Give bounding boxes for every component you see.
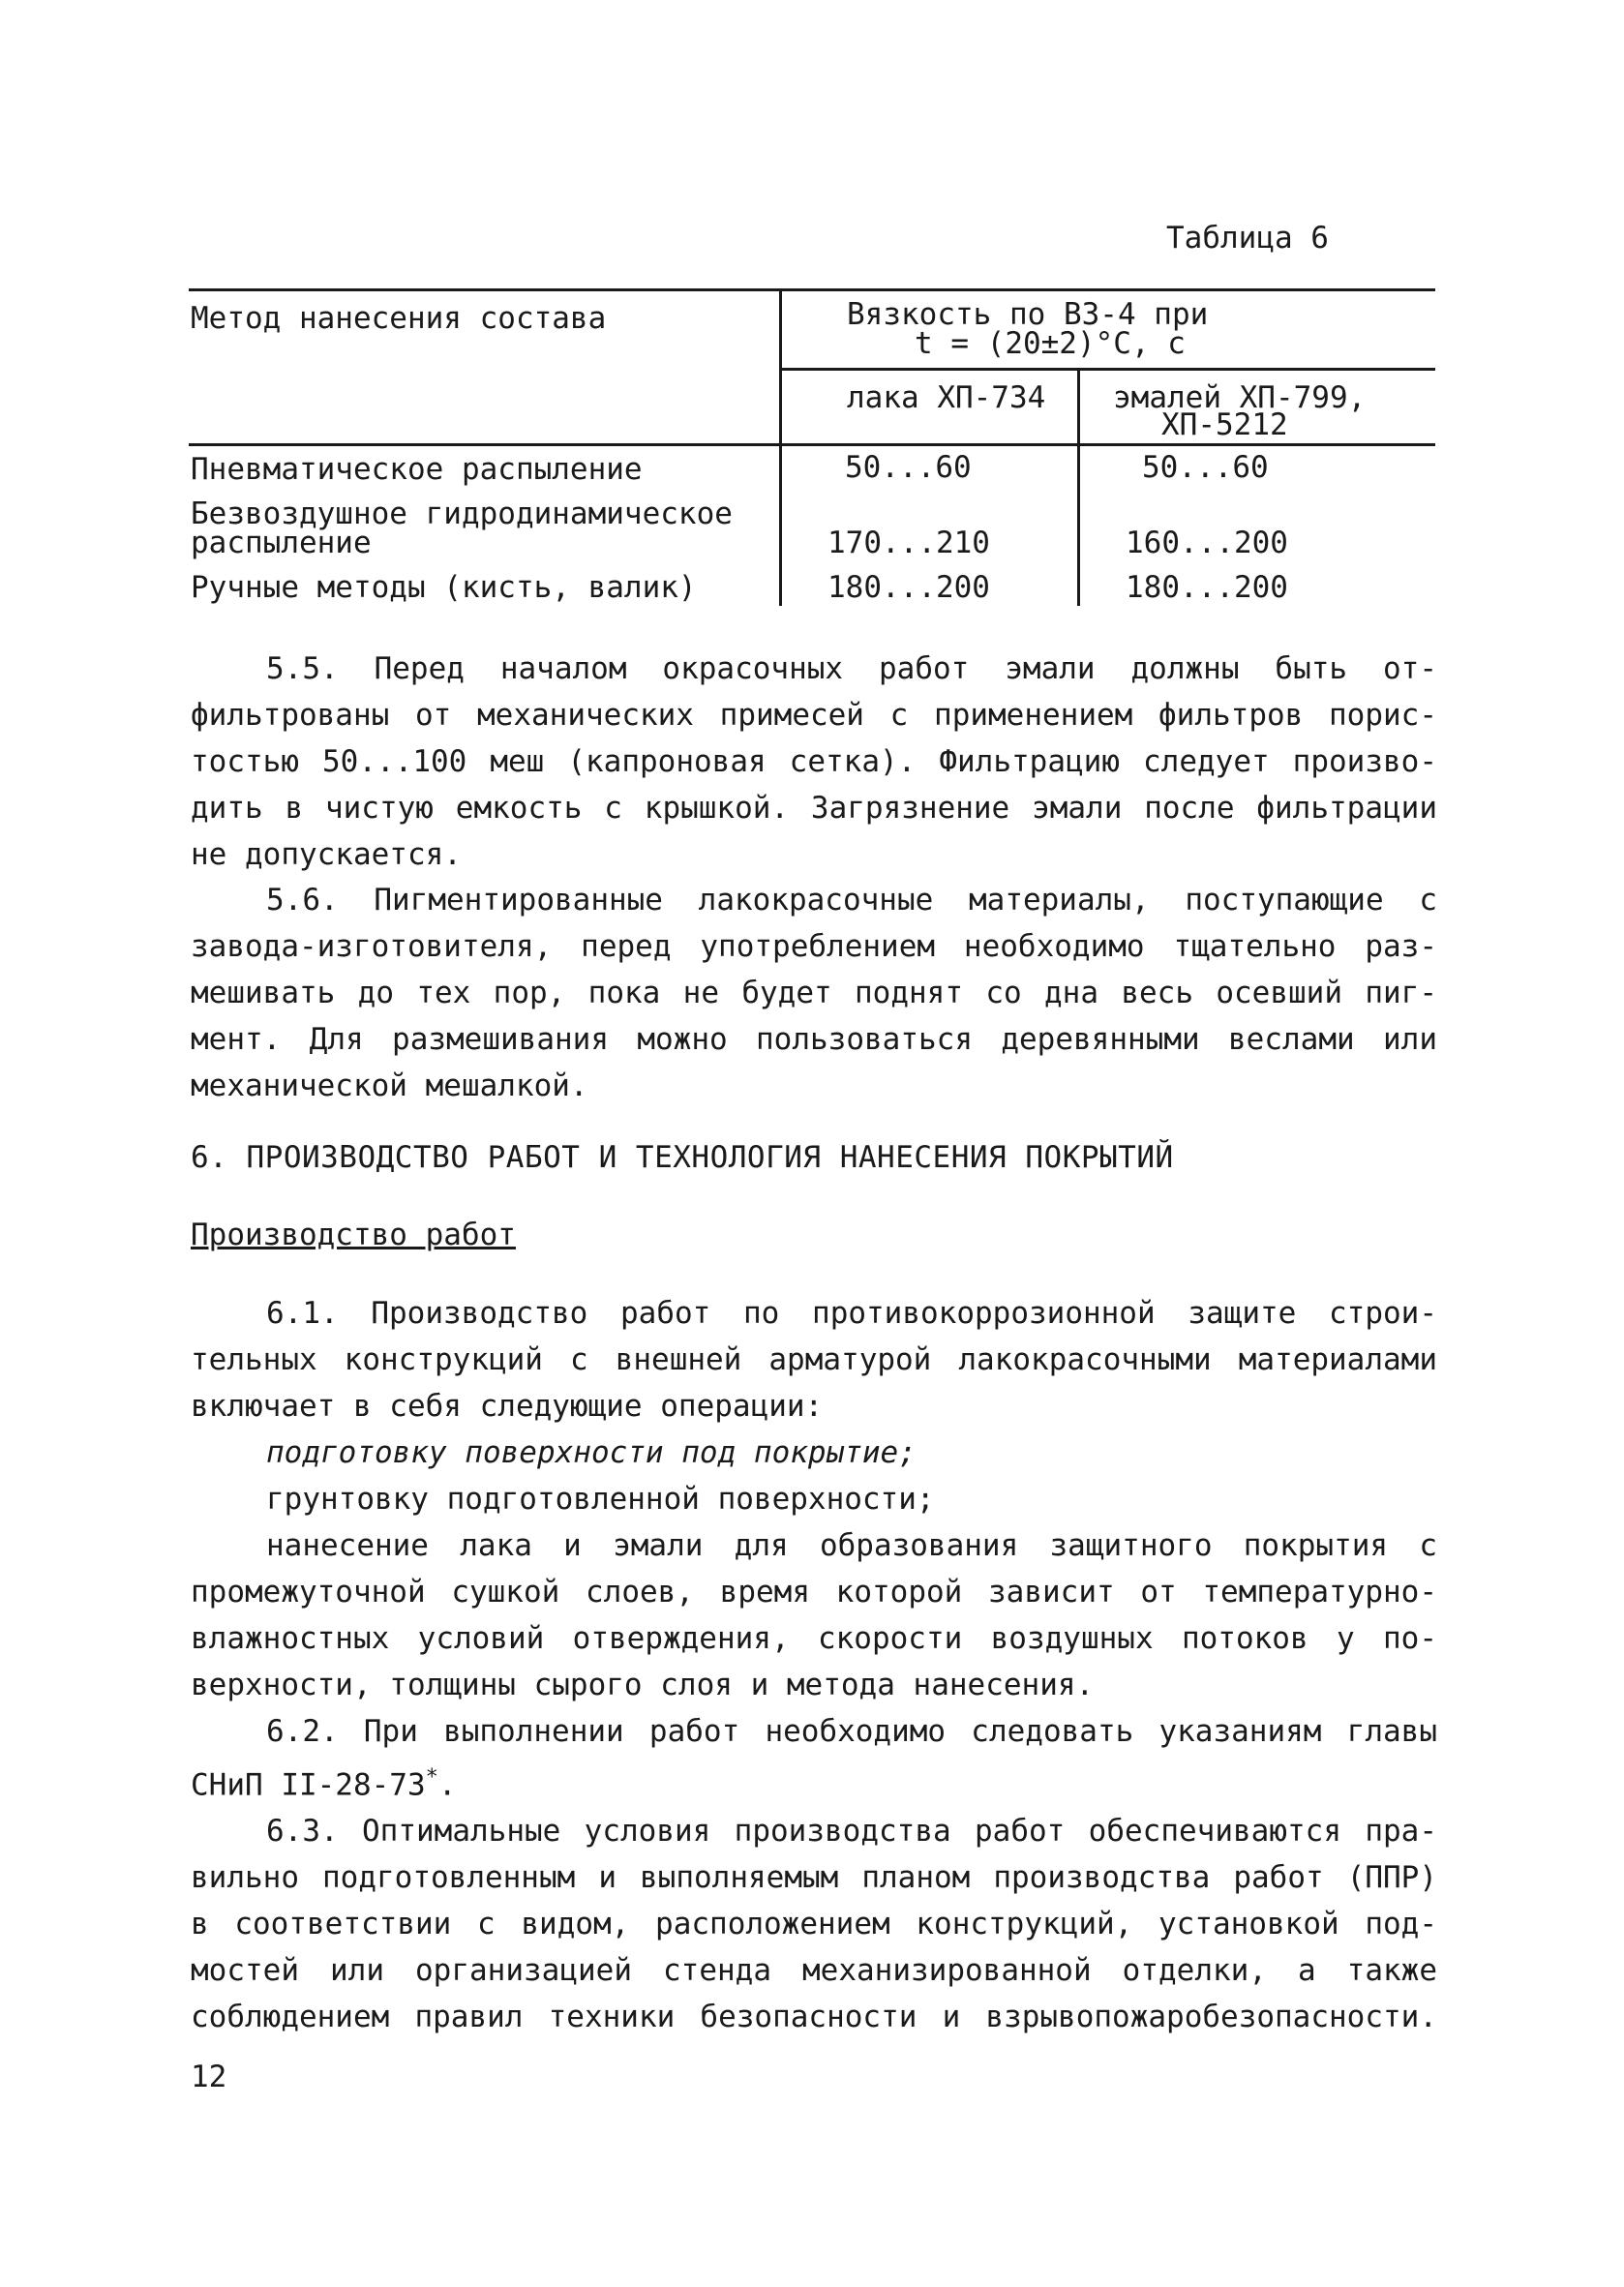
table-row-lacquer-value: 180...200 [827,570,990,605]
table-caption: Таблица 6 [1166,221,1329,256]
table-divider-subcols [1077,368,1080,606]
snip-reference: СНиП II-28-73 [191,1767,426,1803]
paragraph-line: мент. Для размешивания можно пользоваться деревянными веслами или [191,1022,1437,1057]
list-item: подготовку поверхности под покрытие; [266,1435,917,1470]
table-subheader-enamel-line2: ХП-5212 [1161,407,1288,442]
page-number: 12 [191,2060,227,2094]
table-header-method: Метод нанесения состава [191,301,607,336]
table-row-enamel-value: 160...200 [1126,526,1288,560]
table-subheader-enamel-line1: эмалей ХП-799, [1113,380,1367,415]
paragraph-6-2: 6.2. При выполнении работ необходимо следовать указаниям главы [266,1714,1437,1749]
paragraph-line: тельных конструкций с внешней арматурой лакокрасочными материалами [191,1342,1437,1377]
paragraph-line: влажностных условий отверждения, скорости воздушных потоков у по- [191,1621,1437,1656]
table-divider-method [779,288,782,606]
paragraph-line: мостей или организацией стенда механизированной отделки, а также [191,1953,1437,1989]
paragraph-line: в соответствии с видом, расположением конструкций, установкой под- [191,1907,1437,1942]
paragraph-line [191,1755,1437,1808]
paragraph-5-6 [191,877,1437,1109]
asterisk-mark: * [425,1765,438,1790]
table-header-rule [189,443,1435,446]
paragraph-6-1 [191,1290,1437,2040]
paragraph-line: 5.6. Пигментированные лакокрасочные материалы, поступающие с [266,883,1437,918]
section-heading: 6. ПРОИЗВОДСТВО РАБОТ И ТЕХНОЛОГИЯ НАНЕСЕНИЯ ПОКРЫТИЙ [191,1140,1174,1175]
list-item: грунтовку подготовленной поверхности; [266,1482,935,1517]
table-row-method: Пневматическое распыление [191,452,643,487]
table-row-enamel-value: 50...60 [1142,450,1269,485]
table-row-lacquer-value: 170...210 [827,526,990,560]
table-header-viscosity-line1: Вязкость по ВЗ-4 при [847,297,1209,332]
paragraph-line: 5.5. Перед началом окрасочных работ эмали должны быть от- [266,651,1437,686]
paragraph-6-3: 6.3. Оптимальные условия производства работ обеспечиваются пра- [266,1814,1437,1850]
table-row-method-cont: распыление [191,526,372,560]
paragraph-line: фильтрованы от механических примесей с применением фильтров порис- [191,698,1437,733]
paragraph-line: промежуточной сушкой слоев, время которой зависит от температурно- [191,1575,1437,1610]
paragraph-line: вильно подготовленным и выполняемым планом производства работ (ППР) [191,1860,1437,1896]
paragraph-line: тостью 50...100 меш (капроновая сетка). Фильтрацию следует произво- [191,744,1437,779]
list-item: нанесение лака и эмали для образования защитного покрытия с [266,1528,1437,1563]
paragraph-line: не допускается. [191,837,462,872]
paragraph-line: верхности, толщины сырого слоя и метода нанесения. [191,1668,1095,1702]
subsection-heading: Производство работ [191,1218,516,1252]
paragraph-line: дить в чистую емкость с крышкой. Загрязнение эмали после фильтрации [191,791,1437,826]
table-row-method: Ручные методы (кисть, валик) [191,570,697,605]
paragraph-line: 6.1. Производство работ по противокоррозионной защите строи- [266,1296,1437,1331]
viscosity-table [189,288,1435,606]
paragraph-line: включает в себя следующие операции: [191,1389,824,1424]
paragraph-line: механической мешалкой. [191,1068,588,1103]
table-row-enamel-value: 180...200 [1126,570,1288,605]
table-top-rule [189,288,1435,291]
table-subheader-rule [781,368,1435,371]
paragraph-line: мешивать до тех пор, пока не будет поднят со дна весь осевший пиг- [191,976,1437,1010]
paragraph-line: завода-изготовителя, перед употреблением необходимо тщательно раз- [191,929,1437,964]
period: . [437,1767,457,1803]
table-row-method: Безвоздушное гидродинамическое [191,497,733,531]
table-subheader-lacquer: лака ХП-734 [847,380,1046,415]
paragraph-5-5 [191,646,1437,878]
table-header-viscosity-line2: t = (20±2)°С, с [915,326,1186,361]
paragraph-line: соблюдением правил техники безопасности и взрывопожаробезопасности. [191,2000,1437,2035]
table-row-lacquer-value: 50...60 [845,450,972,485]
